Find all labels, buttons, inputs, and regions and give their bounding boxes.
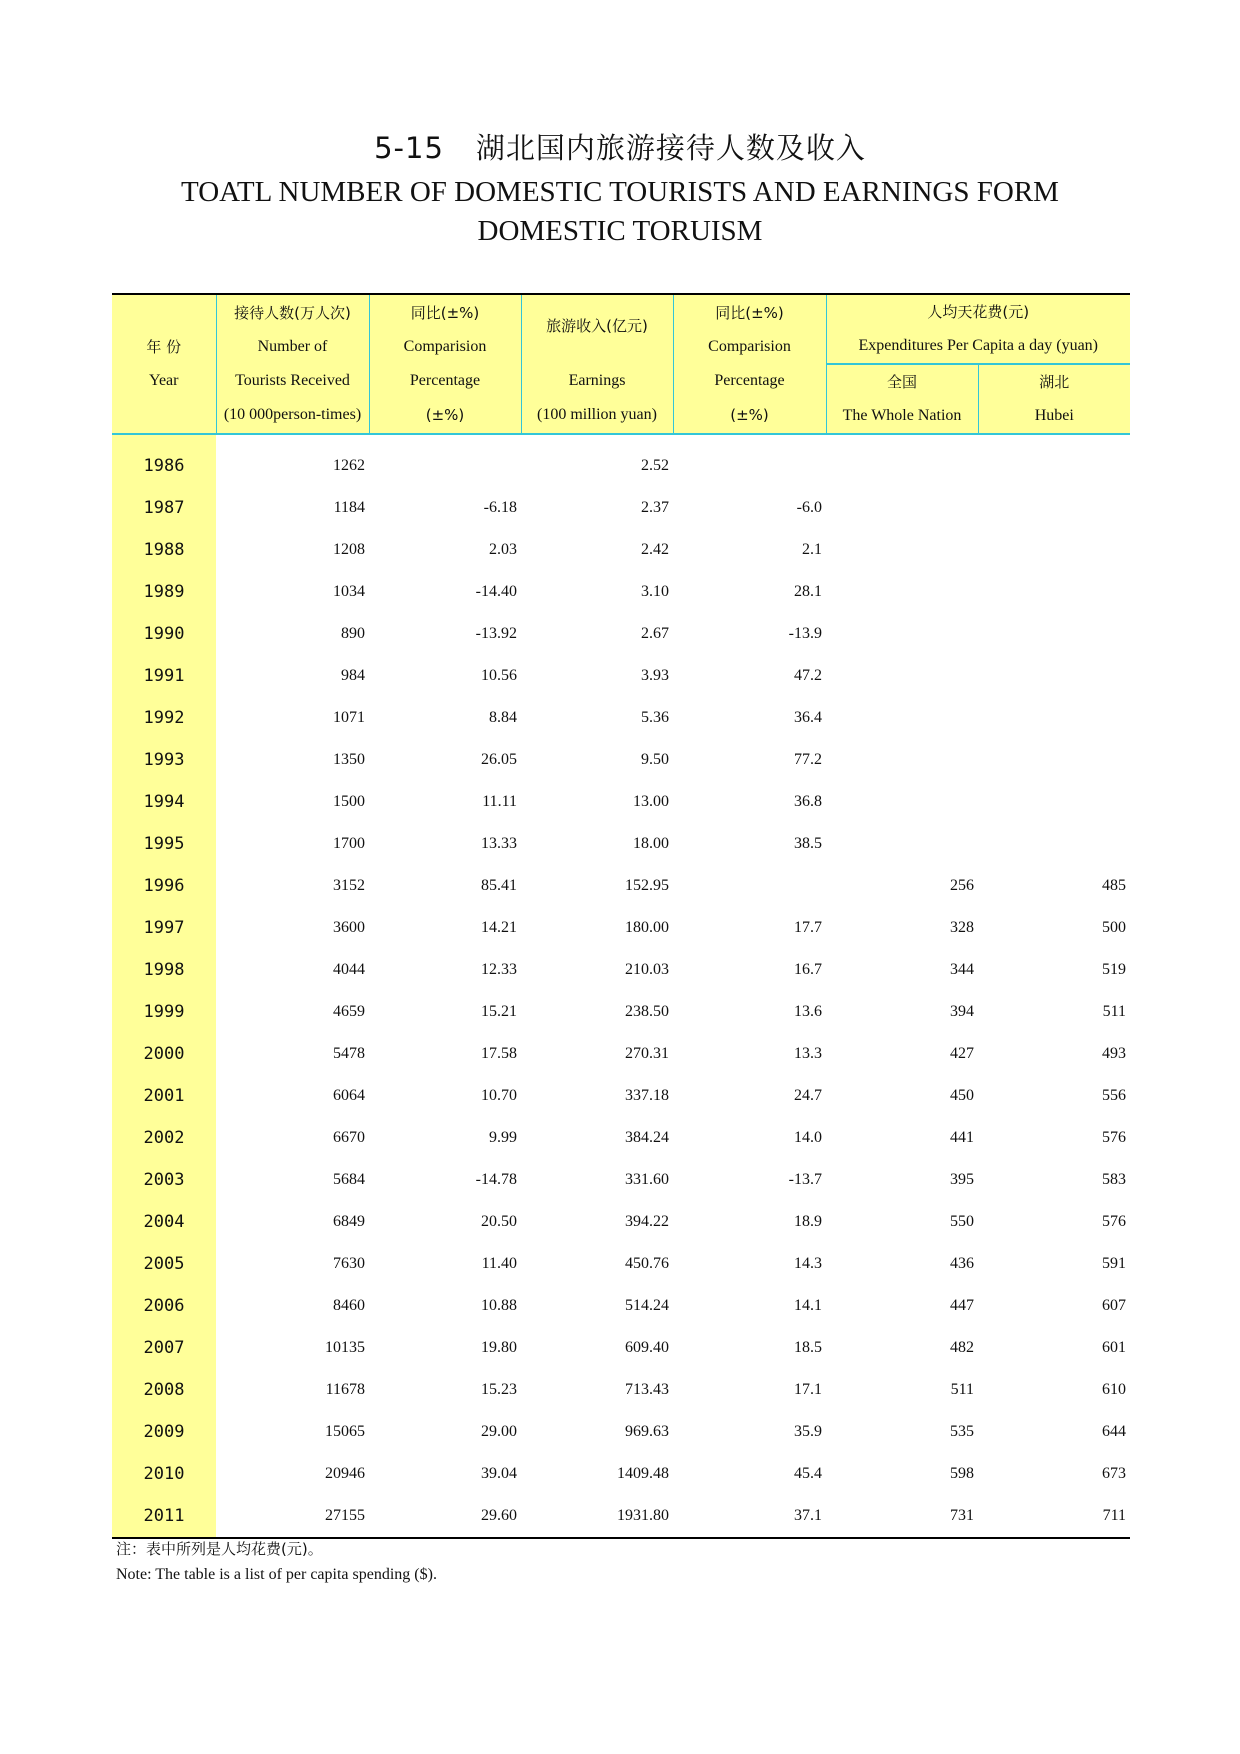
cell-tourists: 3152 bbox=[333, 877, 365, 894]
table-header bbox=[112, 294, 1130, 434]
cell-comp2: 18.5 bbox=[794, 1339, 822, 1356]
cell-earnings: 609.40 bbox=[625, 1339, 669, 1356]
cell-year: 1994 bbox=[112, 781, 216, 823]
cell-nation bbox=[826, 445, 978, 487]
cell-comp1: 85.41 bbox=[481, 877, 517, 894]
cell-earnings: 514.24 bbox=[625, 1297, 669, 1314]
table-row bbox=[112, 991, 1130, 1033]
table-body bbox=[112, 434, 1130, 1538]
cell-comp2: 13.6 bbox=[794, 1003, 822, 1020]
cell-earnings: 1409.48 bbox=[617, 1465, 669, 1482]
cell-tourists: 6064 bbox=[333, 1087, 365, 1104]
cell-earnings: 394.22 bbox=[625, 1213, 669, 1230]
table-row bbox=[112, 697, 1130, 739]
cell-hubei: 610 bbox=[1102, 1381, 1127, 1398]
cell-comp2: -6.0 bbox=[796, 499, 822, 516]
table-row bbox=[112, 1159, 1130, 1201]
cell-nation bbox=[826, 487, 978, 529]
cell-comp1: 14.21 bbox=[481, 919, 517, 936]
cell-hubei: 644 bbox=[1102, 1423, 1127, 1440]
cell-earnings: 9.50 bbox=[641, 751, 669, 768]
cell-year: 2009 bbox=[112, 1411, 216, 1453]
cell-comp2: 77.2 bbox=[794, 751, 822, 768]
cell-comp2: 37.1 bbox=[673, 1495, 826, 1538]
cell-nation bbox=[826, 781, 978, 823]
cell-nation bbox=[826, 655, 978, 697]
table-row bbox=[112, 1369, 1130, 1411]
cell-comp2: 45.4 bbox=[794, 1465, 822, 1482]
header-comp1-cn: 同比(±%) bbox=[410, 304, 480, 322]
spacer-row bbox=[112, 434, 1130, 445]
header-exp-en: Expenditures Per Capita a day (yuan) bbox=[858, 337, 1098, 354]
cell-nation: 550 bbox=[950, 1213, 974, 1230]
cell-comp1: 10.88 bbox=[481, 1297, 517, 1314]
table-row bbox=[112, 655, 1130, 697]
cell-comp1: 11.40 bbox=[481, 1255, 517, 1272]
cell-hubei bbox=[978, 655, 1130, 697]
table-row bbox=[112, 1453, 1130, 1495]
cell-year: 2008 bbox=[112, 1369, 216, 1411]
table-row bbox=[112, 1033, 1130, 1075]
cell-tourists: 1034 bbox=[333, 583, 365, 600]
cell-nation: 256 bbox=[950, 877, 974, 894]
cell-comp1: 15.23 bbox=[481, 1381, 517, 1398]
cell-comp2: 17.1 bbox=[794, 1381, 822, 1398]
cell-year: 1993 bbox=[112, 739, 216, 781]
cell-hubei: 556 bbox=[1102, 1087, 1127, 1104]
cell-nation: 394 bbox=[950, 1003, 974, 1020]
cell-earnings: 2.52 bbox=[641, 457, 669, 474]
table-row bbox=[112, 865, 1130, 907]
table-row bbox=[112, 613, 1130, 655]
cell-comp1: 26.05 bbox=[481, 751, 517, 768]
table-row bbox=[112, 1075, 1130, 1117]
cell-nation: 598 bbox=[950, 1465, 974, 1482]
header-hubei bbox=[978, 364, 1130, 434]
cell-year: 1986 bbox=[112, 445, 216, 487]
table-row bbox=[112, 1243, 1130, 1285]
cell-hubei bbox=[978, 739, 1130, 781]
header-nation-en: The Whole Nation bbox=[842, 407, 962, 424]
header-tourists-en1: Number of bbox=[257, 338, 328, 355]
table-row bbox=[112, 1327, 1130, 1369]
table-row bbox=[112, 445, 1130, 487]
cell-year: 2006 bbox=[112, 1285, 216, 1327]
header-tourists-cn: 接待人数(万人次) bbox=[234, 304, 351, 322]
cell-nation bbox=[826, 739, 978, 781]
cell-earnings: 3.93 bbox=[641, 667, 669, 684]
data-table-container bbox=[112, 293, 1130, 1539]
note-en: Note: The table is a list of per capita spending ($). bbox=[116, 1566, 437, 1583]
cell-tourists: 7630 bbox=[333, 1255, 365, 1272]
cell-comp1: -14.78 bbox=[475, 1171, 517, 1188]
cell-comp1: -6.18 bbox=[483, 499, 517, 516]
cell-year: 1998 bbox=[112, 949, 216, 991]
cell-earnings: 2.42 bbox=[641, 541, 669, 558]
cell-earnings: 13.00 bbox=[633, 793, 669, 810]
cell-nation: 395 bbox=[950, 1171, 974, 1188]
cell-year: 1996 bbox=[112, 865, 216, 907]
header-comp1 bbox=[369, 294, 521, 434]
table-row bbox=[112, 1201, 1130, 1243]
cell-tourists: 1262 bbox=[333, 457, 365, 474]
cell-comp2 bbox=[673, 445, 826, 487]
header-hubei-cn: 湖北 bbox=[1039, 373, 1070, 391]
cell-comp2: 14.1 bbox=[794, 1297, 822, 1314]
cell-comp1: 19.80 bbox=[481, 1339, 517, 1356]
table-number: 5-15 bbox=[374, 131, 444, 165]
cell-tourists: 1184 bbox=[333, 499, 365, 516]
cell-tourists: 15065 bbox=[325, 1423, 365, 1440]
cell-nation: 731 bbox=[826, 1495, 978, 1538]
cell-comp2: -13.7 bbox=[788, 1171, 822, 1188]
cell-year: 2002 bbox=[112, 1117, 216, 1159]
tourism-table bbox=[112, 293, 1130, 1539]
cell-tourists: 5478 bbox=[333, 1045, 365, 1062]
cell-tourists: 5684 bbox=[333, 1171, 365, 1188]
cell-hubei bbox=[978, 781, 1130, 823]
cell-nation: 436 bbox=[950, 1255, 974, 1272]
cell-hubei bbox=[978, 571, 1130, 613]
header-exp-cn: 人均天花费(元) bbox=[927, 303, 1030, 321]
cell-comp1: 10.70 bbox=[481, 1087, 517, 1104]
cell-comp2: 13.3 bbox=[794, 1045, 822, 1062]
table-row bbox=[112, 1117, 1130, 1159]
table-row bbox=[112, 529, 1130, 571]
title-cn-text: 湖北国内旅游接待人数及收入 bbox=[475, 131, 866, 165]
cell-comp1: 15.21 bbox=[481, 1003, 517, 1020]
note-cn: 注：表中所列是人均花费(元)。 bbox=[116, 1540, 323, 1558]
cell-hubei: 673 bbox=[1102, 1465, 1127, 1482]
cell-earnings: 713.43 bbox=[625, 1381, 669, 1398]
header-comp1-en1: Comparision bbox=[403, 338, 487, 355]
cell-year: 2001 bbox=[112, 1075, 216, 1117]
header-comp2-unit: (±%) bbox=[730, 406, 769, 424]
page-title-en-line1: TOATL NUMBER OF DOMESTIC TOURISTS AND EARNINGS FORM bbox=[181, 176, 1059, 208]
cell-hubei: 607 bbox=[1102, 1297, 1127, 1314]
cell-comp1: 8.84 bbox=[489, 709, 517, 726]
cell-comp1 bbox=[369, 445, 521, 487]
cell-tourists: 4044 bbox=[333, 961, 365, 978]
cell-hubei bbox=[978, 823, 1130, 865]
table-row bbox=[112, 739, 1130, 781]
cell-tourists: 984 bbox=[341, 667, 365, 684]
cell-comp1: 20.50 bbox=[481, 1213, 517, 1230]
cell-nation bbox=[826, 697, 978, 739]
header-earnings-en: Earnings bbox=[568, 372, 626, 389]
cell-tourists: 1071 bbox=[333, 709, 365, 726]
header-year-cn: 年 份 bbox=[146, 338, 182, 356]
cell-nation: 441 bbox=[950, 1129, 974, 1146]
cell-earnings: 180.00 bbox=[625, 919, 669, 936]
cell-comp1: 29.00 bbox=[481, 1423, 517, 1440]
table-row bbox=[112, 907, 1130, 949]
cell-earnings: 969.63 bbox=[625, 1423, 669, 1440]
cell-tourists: 27155 bbox=[216, 1495, 369, 1538]
cell-nation: 511 bbox=[950, 1381, 974, 1398]
cell-comp2: 17.7 bbox=[794, 919, 822, 936]
cell-nation: 450 bbox=[950, 1087, 974, 1104]
cell-comp2: 28.1 bbox=[794, 583, 822, 600]
cell-hubei bbox=[978, 487, 1130, 529]
cell-earnings: 3.10 bbox=[641, 583, 669, 600]
cell-nation bbox=[826, 823, 978, 865]
cell-nation: 535 bbox=[950, 1423, 974, 1440]
cell-hubei: 591 bbox=[1102, 1255, 1127, 1272]
cell-hubei: 576 bbox=[1102, 1213, 1127, 1230]
header-earnings-unit: (100 million yuan) bbox=[537, 406, 657, 423]
cell-year: 2011 bbox=[112, 1495, 216, 1538]
cell-comp2: 14.0 bbox=[794, 1129, 822, 1146]
cell-year: 2010 bbox=[112, 1453, 216, 1495]
header-hubei-en: Hubei bbox=[1034, 407, 1074, 424]
cell-comp2: 36.4 bbox=[794, 709, 822, 726]
cell-comp2: 38.5 bbox=[794, 835, 822, 852]
cell-year: 1987 bbox=[112, 487, 216, 529]
header-comp2 bbox=[673, 294, 826, 434]
cell-earnings: 152.95 bbox=[625, 877, 669, 894]
header-year-en: Year bbox=[149, 372, 179, 389]
cell-earnings: 238.50 bbox=[625, 1003, 669, 1020]
cell-hubei: 511 bbox=[1102, 1003, 1127, 1020]
cell-earnings: 331.60 bbox=[625, 1171, 669, 1188]
table-row bbox=[112, 1285, 1130, 1327]
header-tourists-en2: Tourists Received bbox=[235, 372, 350, 389]
cell-tourists: 1350 bbox=[333, 751, 365, 768]
cell-year: 2007 bbox=[112, 1327, 216, 1369]
cell-nation: 328 bbox=[950, 919, 974, 936]
cell-year: 1990 bbox=[112, 613, 216, 655]
cell-year: 1989 bbox=[112, 571, 216, 613]
cell-year: 2005 bbox=[112, 1243, 216, 1285]
cell-comp2: 35.9 bbox=[794, 1423, 822, 1440]
cell-year: 2000 bbox=[112, 1033, 216, 1075]
cell-comp1: -14.40 bbox=[475, 583, 517, 600]
cell-earnings: 5.36 bbox=[641, 709, 669, 726]
cell-comp1: 10.56 bbox=[481, 667, 517, 684]
cell-year: 1999 bbox=[112, 991, 216, 1033]
cell-comp1: 29.60 bbox=[369, 1495, 521, 1538]
cell-hubei: 583 bbox=[1102, 1171, 1127, 1188]
header-earnings bbox=[521, 294, 673, 434]
table-row bbox=[112, 823, 1130, 865]
cell-nation: 344 bbox=[950, 961, 974, 978]
table-row bbox=[112, 1495, 1130, 1538]
cell-earnings: 270.31 bbox=[625, 1045, 669, 1062]
cell-tourists: 890 bbox=[341, 625, 365, 642]
cell-year: 2003 bbox=[112, 1159, 216, 1201]
cell-earnings: 450.76 bbox=[625, 1255, 669, 1272]
cell-comp2: 36.8 bbox=[794, 793, 822, 810]
cell-nation: 447 bbox=[950, 1297, 974, 1314]
cell-tourists: 4659 bbox=[333, 1003, 365, 1020]
cell-earnings: 2.37 bbox=[641, 499, 669, 516]
cell-nation bbox=[826, 613, 978, 655]
cell-comp2: 2.1 bbox=[802, 541, 822, 558]
cell-comp1: 12.33 bbox=[481, 961, 517, 978]
cell-earnings: 337.18 bbox=[625, 1087, 669, 1104]
cell-hubei bbox=[978, 529, 1130, 571]
page-title-en-line2: DOMESTIC TORUISM bbox=[477, 215, 763, 247]
header-comp2-cn: 同比(±%) bbox=[715, 304, 784, 322]
page-title-cn bbox=[0, 126, 1240, 167]
cell-comp1: 39.04 bbox=[481, 1465, 517, 1482]
cell-comp2: 16.7 bbox=[794, 961, 822, 978]
cell-tourists: 3600 bbox=[333, 919, 365, 936]
cell-hubei: 500 bbox=[1102, 919, 1127, 936]
cell-comp2: 18.9 bbox=[794, 1213, 822, 1230]
cell-hubei: 493 bbox=[1102, 1045, 1127, 1062]
cell-tourists: 11678 bbox=[325, 1381, 365, 1398]
cell-earnings: 18.00 bbox=[633, 835, 669, 852]
cell-tourists: 20946 bbox=[325, 1465, 365, 1482]
header-comp1-unit: (±%) bbox=[425, 406, 465, 424]
header-nation bbox=[826, 364, 978, 434]
header-year bbox=[112, 294, 216, 434]
cell-nation: 427 bbox=[950, 1045, 974, 1062]
header-tourists bbox=[216, 294, 369, 434]
cell-comp1: 9.99 bbox=[489, 1129, 517, 1146]
cell-comp2 bbox=[673, 865, 826, 907]
cell-comp2: 14.3 bbox=[794, 1255, 822, 1272]
cell-comp2: 47.2 bbox=[794, 667, 822, 684]
cell-comp1: 11.11 bbox=[482, 793, 517, 810]
header-comp2-en2: Percentage bbox=[714, 372, 785, 389]
cell-comp2: 24.7 bbox=[794, 1087, 822, 1104]
table-row bbox=[112, 487, 1130, 529]
cell-hubei: 711 bbox=[978, 1495, 1130, 1538]
cell-tourists: 8460 bbox=[333, 1297, 365, 1314]
cell-comp1: 13.33 bbox=[481, 835, 517, 852]
table-row bbox=[112, 1411, 1130, 1453]
cell-nation bbox=[826, 529, 978, 571]
cell-year: 1991 bbox=[112, 655, 216, 697]
cell-hubei: 485 bbox=[1102, 877, 1127, 894]
table-row bbox=[112, 781, 1130, 823]
cell-tourists: 1700 bbox=[333, 835, 365, 852]
cell-year: 1995 bbox=[112, 823, 216, 865]
cell-year: 1997 bbox=[112, 907, 216, 949]
cell-hubei bbox=[978, 697, 1130, 739]
cell-comp1: -13.92 bbox=[475, 625, 517, 642]
cell-comp1: 2.03 bbox=[489, 541, 517, 558]
cell-hubei bbox=[978, 445, 1130, 487]
cell-year: 2004 bbox=[112, 1201, 216, 1243]
cell-nation bbox=[826, 571, 978, 613]
table-row bbox=[112, 571, 1130, 613]
cell-earnings: 384.24 bbox=[625, 1129, 669, 1146]
cell-hubei: 576 bbox=[1102, 1129, 1127, 1146]
header-nation-cn: 全国 bbox=[886, 373, 917, 391]
cell-tourists: 1500 bbox=[333, 793, 365, 810]
header-tourists-unit: (10 000person-times) bbox=[223, 406, 362, 423]
header-earnings-cn: 旅游收入(亿元) bbox=[546, 317, 648, 335]
header-expenditure bbox=[826, 294, 1130, 364]
cell-earnings: 210.03 bbox=[625, 961, 669, 978]
table-row bbox=[112, 949, 1130, 991]
cell-tourists: 1208 bbox=[333, 541, 365, 558]
cell-hubei: 519 bbox=[1102, 961, 1127, 978]
cell-tourists: 6670 bbox=[333, 1129, 365, 1146]
cell-nation: 482 bbox=[950, 1339, 974, 1356]
cell-comp2: -13.9 bbox=[788, 625, 822, 642]
cell-earnings: 1931.80 bbox=[521, 1495, 673, 1538]
cell-earnings: 2.67 bbox=[641, 625, 669, 642]
header-comp1-en2: Percentage bbox=[409, 372, 481, 389]
cell-year: 1992 bbox=[112, 697, 216, 739]
header-comp2-en1: Comparision bbox=[708, 338, 791, 355]
cell-tourists: 10135 bbox=[325, 1339, 365, 1356]
cell-comp1: 17.58 bbox=[481, 1045, 517, 1062]
cell-hubei bbox=[978, 613, 1130, 655]
cell-tourists: 6849 bbox=[333, 1213, 365, 1230]
cell-year: 1988 bbox=[112, 529, 216, 571]
cell-hubei: 601 bbox=[1102, 1339, 1127, 1356]
